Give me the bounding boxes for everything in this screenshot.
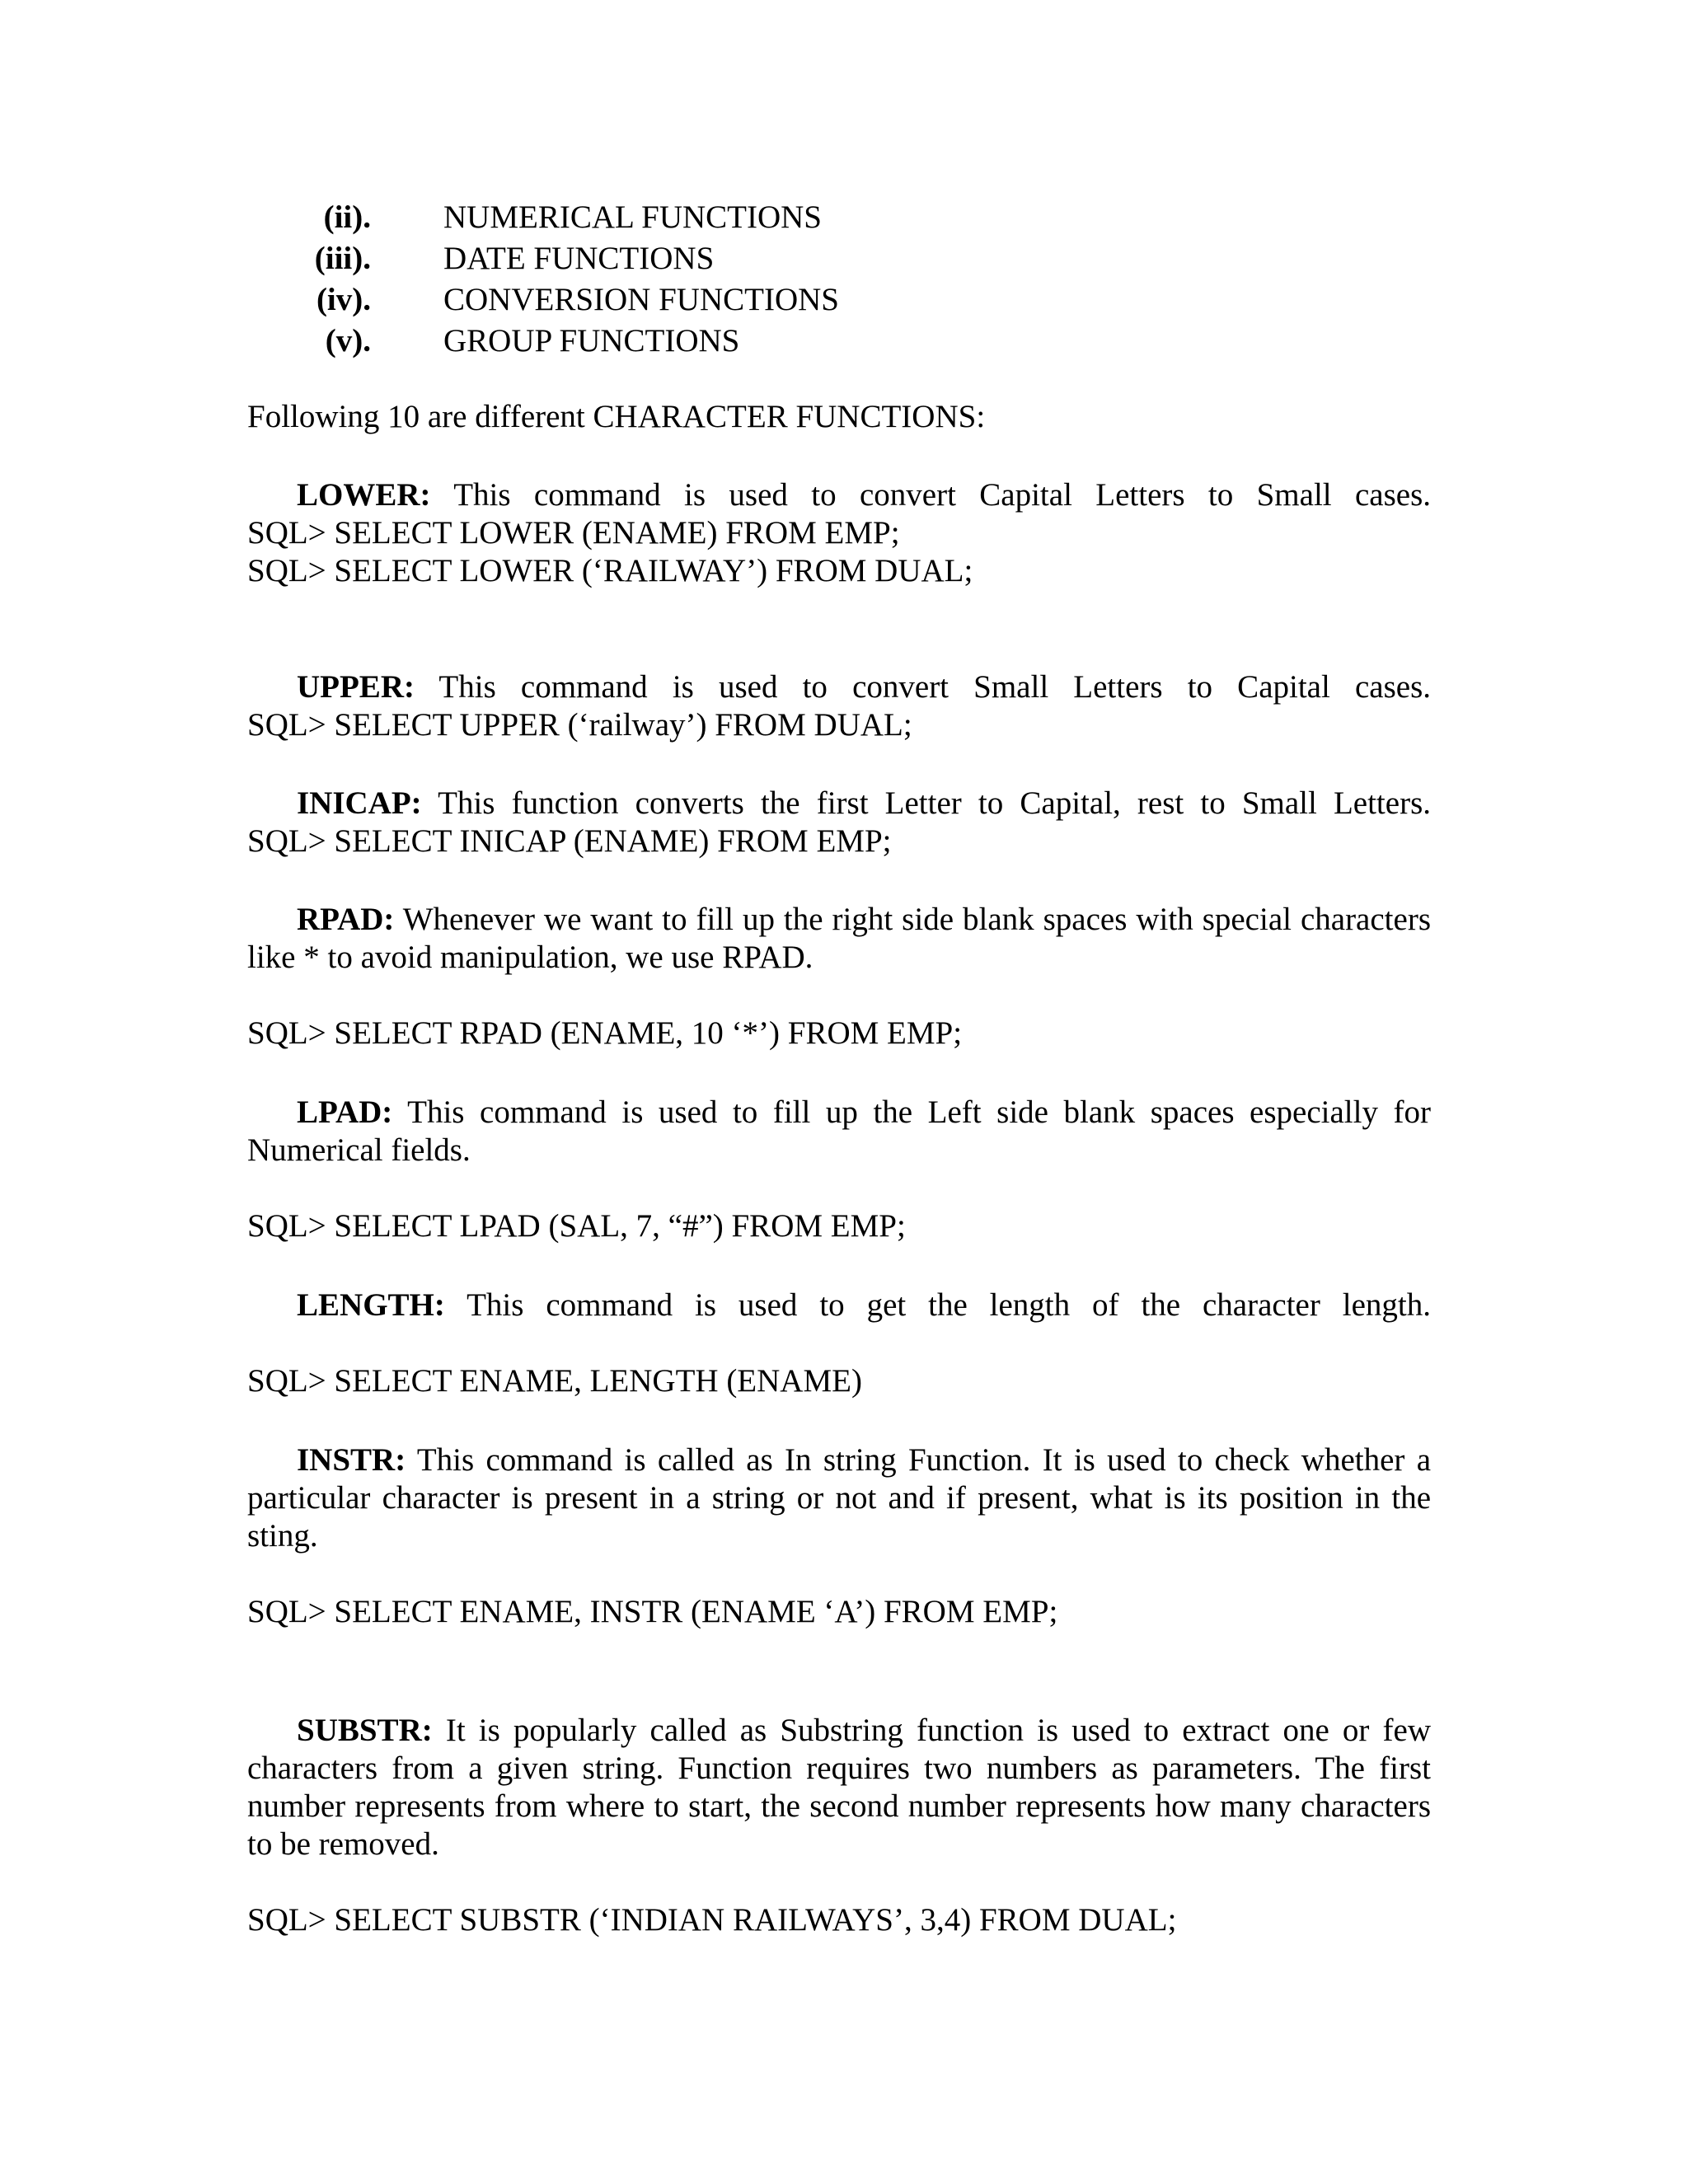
function-name: LENGTH: bbox=[297, 1287, 445, 1323]
sql-example: SQL> SELECT LPAD (SAL, 7, “#”) FROM EMP; bbox=[247, 1208, 906, 1244]
function-desc: This command is used to fill up the Left side blank spaces especially for Numerical fields. bbox=[247, 1094, 1432, 1168]
item-description bbox=[247, 668, 1431, 706]
category-label: DATE FUNCTIONS bbox=[443, 241, 715, 276]
sql-example: SQL> SELECT LOWER (ENAME) FROM EMP; bbox=[247, 515, 900, 551]
sql-example: SQL> SELECT INICAP (ENAME) FROM EMP; bbox=[247, 823, 892, 859]
sql-example: SQL> SELECT LOWER (‘RAILWAY’) FROM DUAL; bbox=[247, 553, 973, 588]
function-desc: This command is used to convert Small Letters to Capital cases. bbox=[438, 669, 1431, 705]
function-item-substr bbox=[247, 1712, 1431, 1939]
item-description bbox=[247, 1441, 1431, 1555]
category-item bbox=[0, 199, 1688, 240]
section-intro: Following 10 are different CHARACTER FUNCTIONS: bbox=[247, 399, 986, 434]
function-item-lower bbox=[247, 476, 1431, 590]
item-description bbox=[247, 1286, 1431, 1324]
function-name: INICAP: bbox=[297, 785, 422, 821]
function-desc: This command is called as In string Function. It is used to check whether a particular character is present in a string or not and if present, what is its position in the sting. bbox=[247, 1442, 1432, 1554]
category-label: NUMERICAL FUNCTIONS bbox=[443, 199, 822, 235]
function-desc: Whenever we want to fill up the right side blank spaces with special characters like * to avoid manipulation, we use RPAD. bbox=[247, 902, 1431, 975]
function-desc: It is popularly called as Substring function is used to extract one or few characters from a given string. Function requires two numbers as parameters. The first number represents from where to start, the second number represents how many characters to be removed. bbox=[247, 1713, 1431, 1862]
function-item-upper bbox=[247, 668, 1431, 744]
item-description bbox=[247, 785, 1431, 823]
category-number: (ii). bbox=[323, 199, 371, 235]
function-name: LPAD: bbox=[297, 1094, 393, 1130]
function-name: SUBSTR: bbox=[297, 1713, 433, 1748]
function-item-rpad bbox=[247, 901, 1431, 1052]
sql-example: SQL> SELECT ENAME, LENGTH (ENAME) bbox=[247, 1363, 862, 1399]
category-item bbox=[0, 240, 1688, 281]
function-name: UPPER: bbox=[297, 669, 415, 705]
function-desc: This function converts the first Letter to Capital, rest to Small Letters. bbox=[438, 785, 1431, 821]
category-number: (v). bbox=[325, 323, 371, 359]
item-description bbox=[247, 1712, 1431, 1863]
function-item-instr bbox=[247, 1441, 1431, 1631]
sql-example: SQL> SELECT ENAME, INSTR (ENAME ‘A’) FROM EMP; bbox=[247, 1594, 1058, 1629]
category-number: (iv). bbox=[316, 282, 371, 317]
category-number: (iii). bbox=[314, 241, 371, 276]
function-name: LOWER: bbox=[297, 477, 431, 513]
sql-example: SQL> SELECT SUBSTR (‘INDIAN RAILWAYS’, 3,4) FROM DUAL; bbox=[247, 1902, 1177, 1938]
item-description bbox=[247, 901, 1431, 977]
function-name: INSTR: bbox=[297, 1442, 406, 1478]
category-label: CONVERSION FUNCTIONS bbox=[443, 282, 839, 317]
category-item bbox=[0, 322, 1688, 363]
category-item bbox=[0, 281, 1688, 322]
item-description bbox=[247, 1094, 1431, 1169]
function-item-lpad bbox=[247, 1094, 1431, 1245]
category-label: GROUP FUNCTIONS bbox=[443, 323, 740, 359]
function-desc: This command is used to convert Capital Letters to Small cases. bbox=[453, 477, 1432, 513]
item-description bbox=[247, 476, 1431, 514]
function-desc: This command is used to get the length of the character length. bbox=[467, 1287, 1431, 1323]
function-item-length bbox=[247, 1286, 1431, 1400]
function-name: RPAD: bbox=[297, 902, 395, 937]
sql-example: SQL> SELECT UPPER (‘railway’) FROM DUAL; bbox=[247, 707, 912, 743]
function-item-inicap bbox=[247, 785, 1431, 860]
sql-example: SQL> SELECT RPAD (ENAME, 10 ‘*’) FROM EMP; bbox=[247, 1015, 963, 1051]
